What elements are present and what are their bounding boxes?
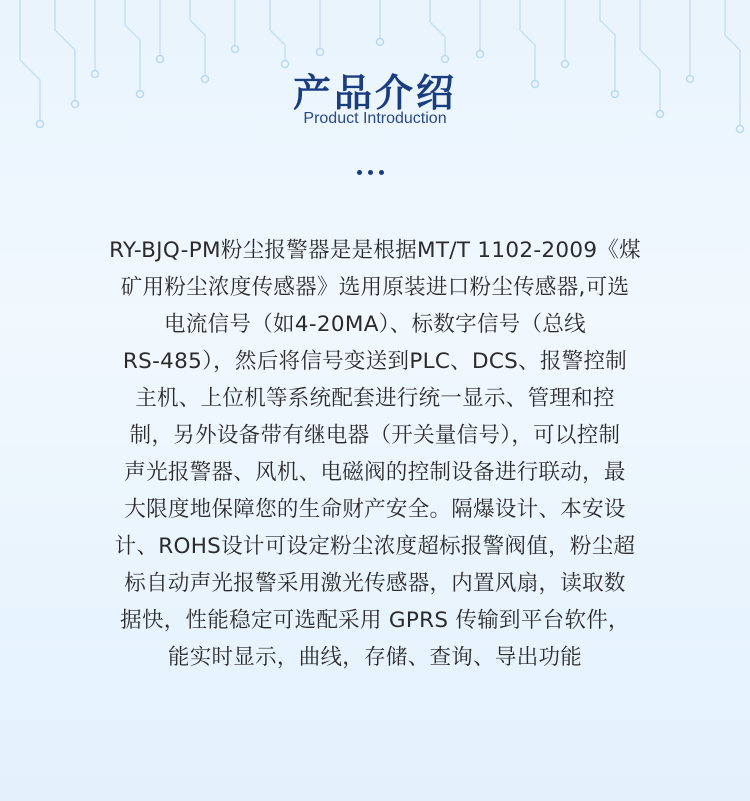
description-line: 声光报警器、风机、电磁阀的控制设备进行联动，最 <box>124 460 626 485</box>
description-line: 制，另外设备带有继电器（开关量信号），可以控制 <box>129 423 621 448</box>
dot <box>379 170 384 175</box>
dot <box>368 170 373 175</box>
description-line: 标自动声光报警采用激光传感器，内置风扇，读取数 <box>124 571 626 596</box>
description-line: 能实时显示，曲线，存储、查询、导出功能 <box>167 645 583 670</box>
separator-dots <box>357 170 384 175</box>
page-title: 产品介绍 <box>292 71 457 115</box>
description-line: 大限度地保障您的生命财产安全。隔爆设计、本安设 <box>124 497 626 522</box>
description-line: 计、ROHS设计可设定粉尘浓度超标报警阀值，粉尘超 <box>114 534 636 559</box>
page-subtitle: Product Introduction <box>303 110 447 127</box>
description-line: RS-485），然后将信号变送到PLC、DCS、报警控制 <box>122 349 628 374</box>
product-description <box>80 232 670 676</box>
dot <box>357 170 362 175</box>
description-line: 电流信号（如4-20MA）、标数字信号（总线 <box>164 312 586 337</box>
description-line: 矿用粉尘浓度传感器》选用原装进口粉尘传感器,可选 <box>120 275 630 300</box>
description-line: RY-BJQ-PM粉尘报警器是是根据MT/T 1102-2009《煤 <box>109 238 641 263</box>
description-line: 据快，性能稳定可选配采用 GPRS 传输到平台软件， <box>120 608 630 633</box>
description-line: 主机、上位机等系统配套进行统一显示、管理和控 <box>135 386 615 411</box>
